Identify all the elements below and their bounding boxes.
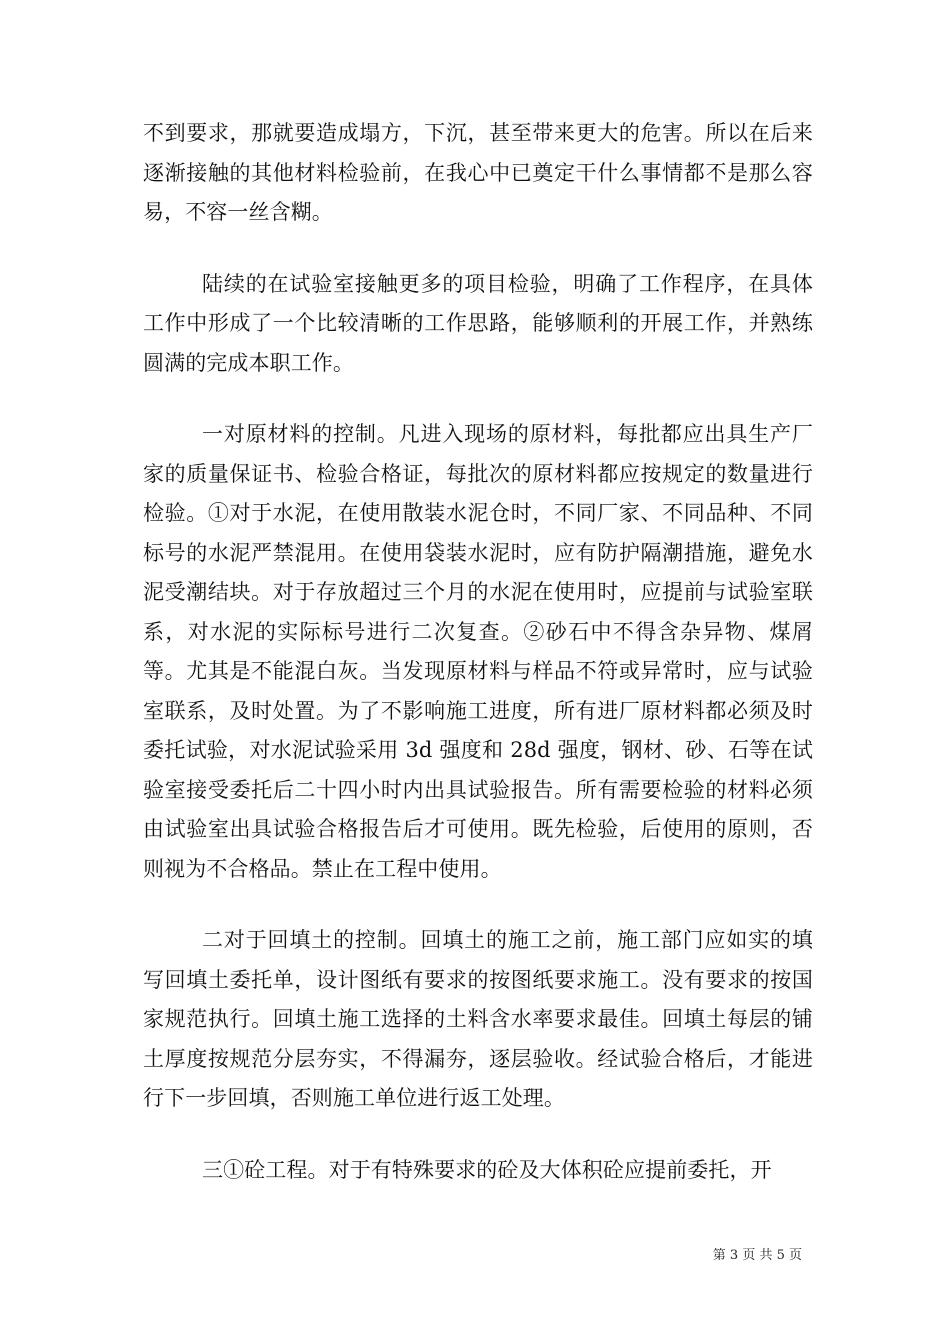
paragraph-test-room-work: 陆续的在试验室接触更多的项目检验，明确了工作程序，在具体工作中形成了一个比较清晰的工作思路，能够顺利的开展工作，并熟练圆满的完成本职工作。 — [143, 271, 813, 375]
page-number-footer: 第 3 页 共 5 页 — [712, 1248, 802, 1263]
paragraph-backfill-control: 二对于回填土的控制。回填土的施工之前，施工部门应如实的填写回填土委托单，设计图纸有要求的按图纸要求施工。没有要求的按国家规范执行。回填土施工选择的土料含水率要求最佳。回填土每层的铺土厚度按规范分层夯实，不得漏夯，逐层验收。经试验合格后，才能进行下一步回填，否则施工单位进行返工处理。 — [143, 928, 813, 1110]
document-body — [143, 114, 813, 1222]
paragraph-raw-material-control: 一对原材料的控制。凡进入现场的原材料，每批都应出具生产厂家的质量保证书、检验合格证，每批次的原材料都应按规定的数量进行检验。①对于水泥，在使用散装水泥仓时，不同厂家、不同品种、不同标号的水泥严禁混用。在使用袋装水泥时，应有防护隔潮措施，避免水泥受潮结块。对于存放超过三个月的水泥在使用时，应提前与试验室联系，对水泥的实际标号进行二次复查。②砂石中不得含杂异物、煤屑等。尤其是不能混白灰。当发现原材料与样品不符或异常时，应与试验室联系，及时处置。为了不影响施工进度，所有进厂原材料都必须及时委托试验，对水泥试验采用 3d 强度和 28d 强度，钢材、砂、石等在试验室接受委托后二十四小时内出具试验报告。所有需要检验的材料必须由试验室出具试验合格报告后才可使用。既先检验，后使用的原则，否则视为不合格品。禁止在工程中使用。 — [143, 422, 813, 881]
paragraph-concrete-works: 三①砼工程。对于有特殊要求的砼及大体积砼应提前委托，开 — [202, 1157, 772, 1182]
paragraph-continuation: 不到要求，那就要造成塌方，下沉，甚至带来更大的危害。所以在后来逐渐接触的其他材料检验前，在我心中已奠定干什么事情都不是那么容易，不容一丝含糊。 — [143, 121, 813, 224]
